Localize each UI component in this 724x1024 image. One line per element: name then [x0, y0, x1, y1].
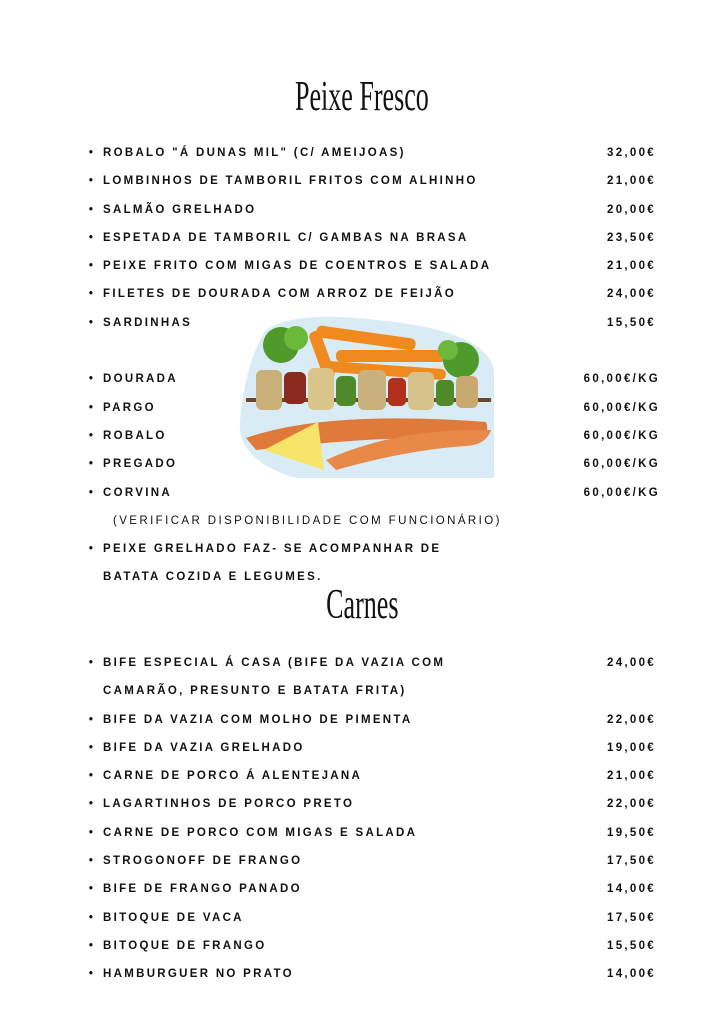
menu-item: • BITOQUE DE FRANGO 15,50€ — [88, 939, 656, 952]
menu-item: • BITOQUE DE VACA 17,50€ — [88, 911, 656, 924]
menu-item-special: • BIFE ESPECIAL Á CASA (BIFE DA VAZIA COM 24,00€ — [88, 657, 656, 669]
menu-item: • LAGARTINHOS DE PORCO PRETO 22,00€ — [88, 798, 656, 811]
menu-item: • LOMBINHOS DE TAMBORIL FRITOS COM ALHINHO 21,00€ — [88, 175, 656, 188]
menu-item: • FILETES DE DOURADA COM ARROZ DE FEIJÃO 24,00€ — [88, 288, 656, 301]
menu-item: • STROGONOFF DE FRANGO 17,50€ — [88, 855, 656, 868]
menu-item-kg: • ROBALO 60,00€/KG — [88, 429, 660, 442]
menu-item-kg: • CORVINA 60,00€/KG — [88, 486, 660, 499]
availability-note: (VERIFICAR DISPONIBILIDADE COM FUNCIONÁRIO) — [113, 514, 502, 527]
meat-list — [88, 649, 660, 989]
menu-item: • PEIXE FRITO COM MIGAS DE COENTROS E SALADA 21,00€ — [88, 260, 656, 273]
section-title-fish: Peixe Fresco — [295, 74, 429, 120]
menu-item-kg: • DOURADA 60,00€/KG — [88, 373, 660, 386]
menu-item: • ESPETADA DE TAMBORIL C/ GAMBAS NA BRASA 23,50€ — [88, 231, 656, 244]
menu-item-special-cont: CAMARÃO, PRESUNTO E BATATA FRITA) — [103, 685, 407, 698]
side-note-cont: BATATA COZIDA E LEGUMES. — [103, 571, 323, 584]
fish-plate-photo — [236, 310, 496, 480]
menu-item: • SALMÃO GRELHADO 20,00€ — [88, 203, 656, 216]
menu-item: • SARDINHAS 15,50€ — [88, 316, 656, 329]
menu-item: • CARNE DE PORCO Á ALENTEJANA 21,00€ — [88, 770, 656, 783]
menu-item-kg: • PARGO 60,00€/KG — [88, 401, 660, 414]
menu-item: • HAMBURGUER NO PRATO 14,00€ — [88, 968, 656, 981]
side-note: • PEIXE GRELHADO FAZ- SE ACOMPANHAR DE — [88, 543, 442, 556]
menu-item: • BIFE DE FRANGO PANADO 14,00€ — [88, 883, 656, 896]
menu-item: • ROBALO "Á DUNAS MIL" (C/ AMEIJOAS) 32,00€ — [88, 147, 656, 159]
menu-item: • CARNE DE PORCO COM MIGAS E SALADA 19,50€ — [88, 826, 656, 839]
menu-item: • BIFE DA VAZIA COM MOLHO DE PIMENTA 22,00€ — [88, 713, 656, 726]
section-title-meat: Carnes — [325, 582, 399, 628]
menu-item: • BIFE DA VAZIA GRELHADO 19,00€ — [88, 741, 656, 754]
menu-item-kg: • PREGADO 60,00€/KG — [88, 458, 660, 471]
